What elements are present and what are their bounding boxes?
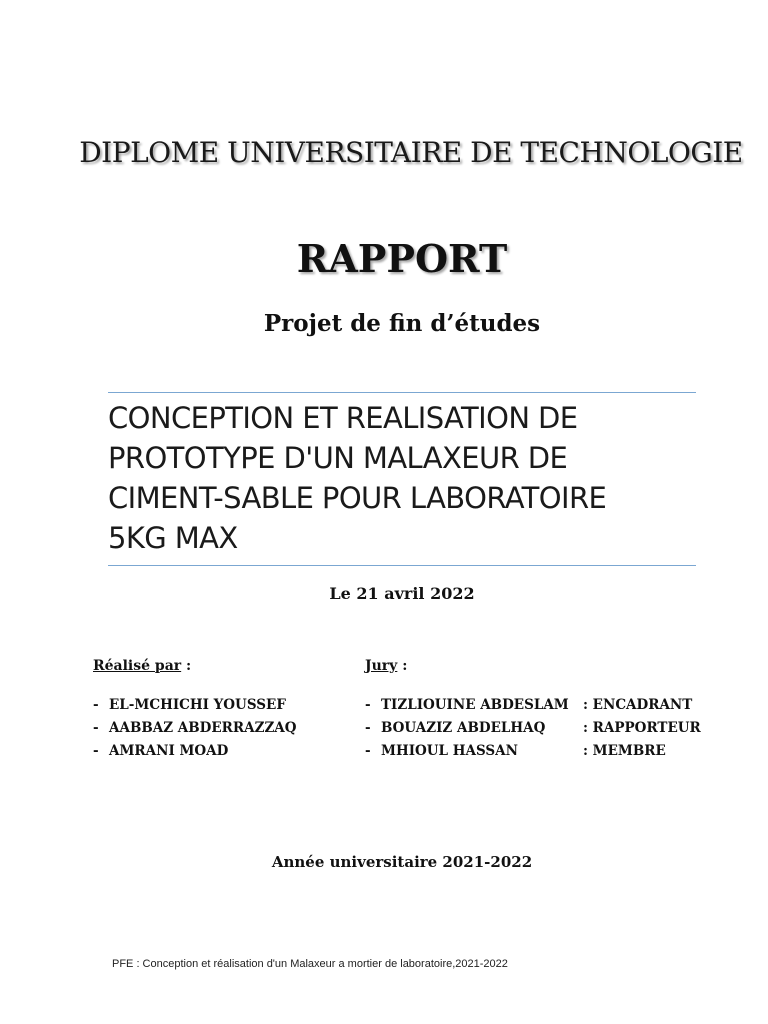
author-item: - AMRANI MOAD <box>93 743 229 759</box>
report-subtitle: Projet de fin d’études <box>263 310 541 337</box>
authors-list <box>93 694 353 763</box>
jury-label: Jury : <box>365 658 408 674</box>
jury-member-name: MHIOUL HASSAN <box>381 743 518 759</box>
project-title-line: PROTOTYPE D'UN MALAXEUR DE <box>108 441 568 475</box>
report-heading: RAPPORT <box>296 236 508 281</box>
authors-label: Réalisé par : <box>93 658 192 674</box>
jury-member-role: : ENCADRANT <box>583 697 693 713</box>
jury-member-role: : RAPPORTEUR <box>583 720 701 736</box>
jury-list <box>365 694 745 763</box>
jury-member-name: TIZLIOUINE ABDESLAM <box>381 697 569 713</box>
jury-section <box>365 658 745 763</box>
report-date: Le 21 avril 2022 <box>329 584 475 603</box>
jury-item: - TIZLIOUINE ABDESLAM : ENCADRANT <box>365 694 745 717</box>
project-title-line: 5KG MAX <box>108 521 238 555</box>
jury-member-role: : MEMBRE <box>583 743 666 759</box>
author-item: - AABBAZ ABDERRAZZAQ <box>93 720 297 736</box>
title-top-rule <box>108 392 696 393</box>
page-footer: PFE : Conception et réalisation d'un Malaxeur a mortier de laboratoire,2021-2022 <box>112 958 508 970</box>
author-name: AMRANI MOAD <box>109 743 229 759</box>
authors-section <box>93 658 353 763</box>
title-bottom-rule <box>108 565 696 566</box>
jury-item: - MHIOUL HASSAN : MEMBRE <box>365 740 745 763</box>
jury-member-name: BOUAZIZ ABDELHAQ <box>381 720 546 736</box>
author-item: - EL-MCHICHI YOUSSEF <box>93 697 286 713</box>
diploma-heading: DIPLOME UNIVERSITAIRE DE TECHNOLOGIE <box>79 136 743 169</box>
author-name: EL-MCHICHI YOUSSEF <box>109 697 286 713</box>
project-title-line: CIMENT-SABLE POUR LABORATOIRE <box>108 481 607 515</box>
academic-year: Année universitaire 2021-2022 <box>271 853 533 871</box>
author-name: AABBAZ ABDERRAZZAQ <box>109 720 297 736</box>
jury-item: - BOUAZIZ ABDELHAQ : RAPPORTEUR <box>365 717 745 740</box>
project-title-line: CONCEPTION ET REALISATION DE <box>108 401 578 435</box>
project-title <box>108 398 698 558</box>
